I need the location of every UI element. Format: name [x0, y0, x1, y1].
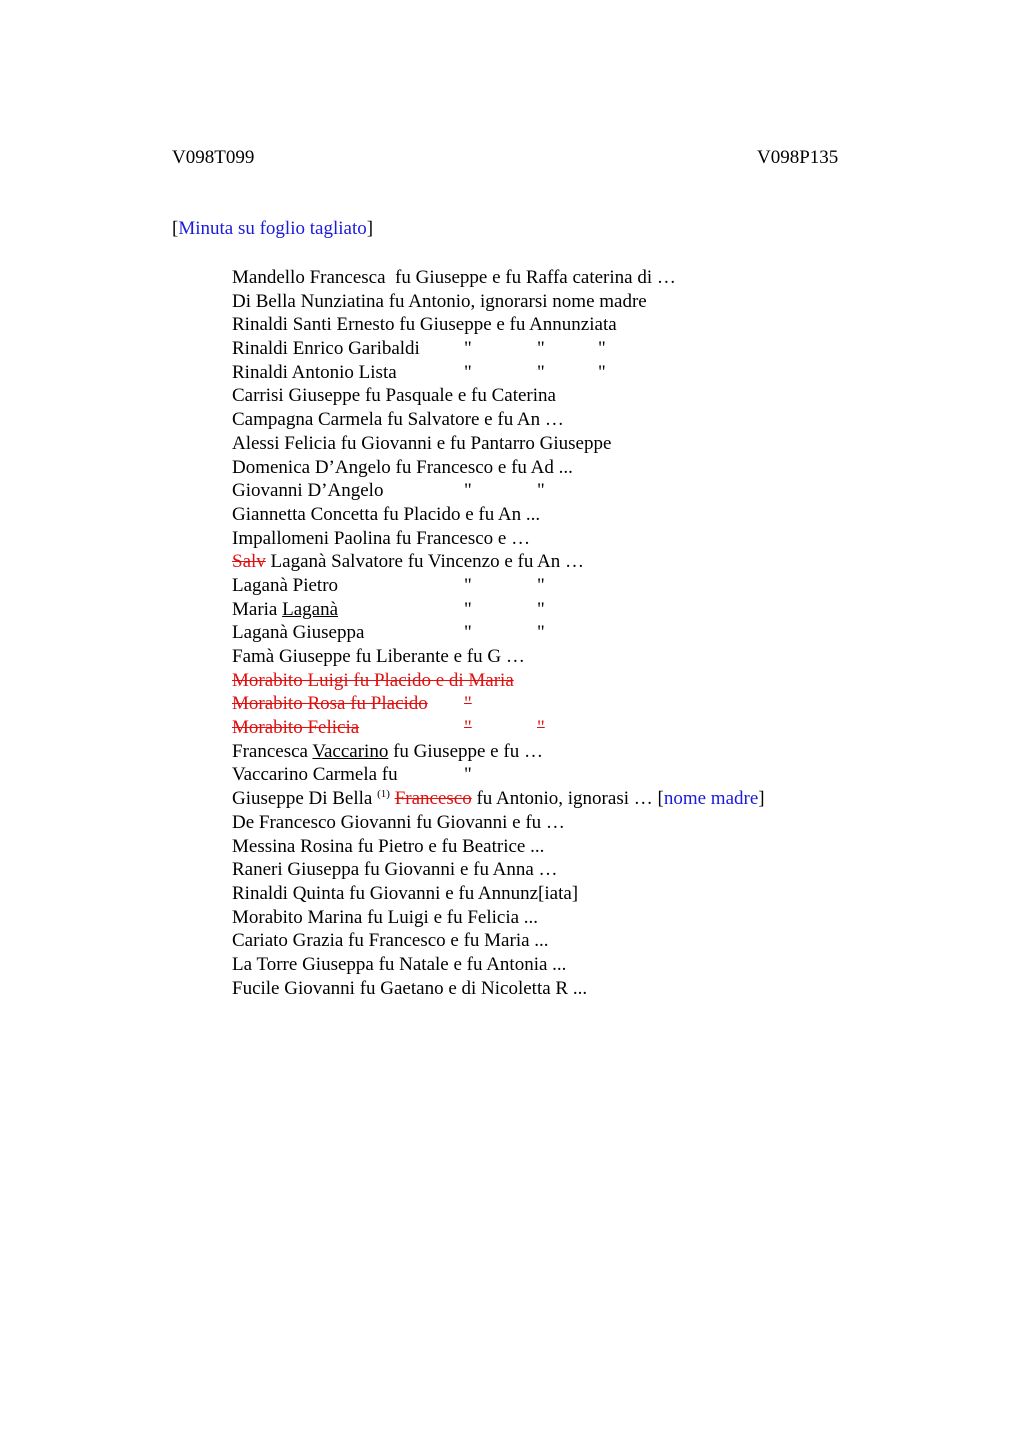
ditto-mark: " [464, 574, 472, 596]
list-item [232, 977, 765, 1001]
list-item [232, 669, 765, 693]
list-item [232, 953, 765, 977]
row-text: Laganà Salvatore fu Vincenzo e fu An … [265, 551, 585, 573]
ditto-mark: " [464, 622, 472, 644]
list-item [232, 456, 765, 480]
row-text: Carrisi Giuseppe fu Pasquale e fu Caterina [232, 385, 556, 407]
editorial-note [172, 218, 373, 240]
row-text: Giovanni D’Angelo [232, 480, 384, 502]
list-item [232, 527, 765, 551]
ditto-mark: " [537, 717, 545, 739]
ditto-mark: " [464, 764, 472, 786]
ditto-mark: " [537, 361, 545, 383]
ditto-mark: " [537, 338, 545, 360]
list-item [232, 692, 765, 716]
editorial-insert: nome madre [663, 788, 759, 810]
list-item [232, 858, 765, 882]
row-text: Giannetta Concetta fu Placido e fu An ... [232, 503, 541, 525]
row-text: Laganà Giuseppa [232, 622, 365, 644]
row-text: Raneri Giuseppa fu Giovanni e fu Anna … [232, 859, 558, 881]
list-item [232, 503, 765, 527]
ditto-mark: " [464, 717, 472, 739]
list-item [232, 266, 765, 290]
struck-spacer [369, 716, 545, 740]
row-text: Rinaldi Antonio Lista [232, 361, 397, 383]
row-text: Rinaldi Santi Ernesto fu Giuseppe e fu Annunziata [232, 314, 617, 336]
list-item [232, 882, 765, 906]
list-item [232, 479, 765, 503]
row-text: Domenica D’Angelo fu Francesco e fu Ad ... [232, 456, 573, 478]
ditto-mark: " [537, 574, 545, 596]
row-text: De Francesco Giovanni fu Giovanni e fu … [232, 811, 565, 833]
list-item [232, 763, 765, 787]
list-item [232, 337, 765, 361]
struck-text: Morabito Rosa fu Placido [232, 693, 428, 715]
struck-text: Morabito Luigi fu Placido e di Maria [232, 669, 514, 691]
row-text: Di Bella Nunziatina fu Antonio, ignorarsi nome madre [232, 290, 647, 312]
row-text: Rinaldi Enrico Garibaldi [232, 338, 420, 360]
list-item [232, 645, 765, 669]
list-item [232, 384, 765, 408]
row-text: Famà Giuseppe fu Liberante e fu G … [232, 646, 525, 667]
document-code-left: V098T099 [172, 147, 255, 168]
ditto-mark: " [464, 693, 472, 715]
ditto-mark: " [598, 338, 606, 360]
struck-spacer [444, 692, 466, 716]
list-item [232, 621, 765, 645]
row-text: fu Antonio, ignorasi … [ [471, 788, 664, 810]
ditto-mark: " [464, 338, 472, 360]
list-item [232, 574, 765, 598]
list-item [232, 835, 765, 859]
list-item [232, 361, 765, 385]
ditto-mark: " [598, 361, 606, 383]
row-text: Mandello Francesca fu Giuseppe e fu Raffa caterina di … [232, 267, 676, 288]
row-text: fu Giuseppe e fu … [388, 740, 543, 762]
ditto-mark: " [537, 598, 545, 620]
footnote-marker: (1) [377, 788, 390, 801]
list-item [232, 716, 765, 740]
list-item [232, 432, 765, 456]
row-text: Francesca [232, 740, 313, 762]
row-text: ] [758, 788, 765, 810]
ditto-mark: " [537, 622, 545, 644]
row-text: Messina Rosina fu Pietro e fu Beatrice ... [232, 835, 545, 857]
list-item [232, 598, 765, 622]
row-text: Fucile Giovanni fu Gaetano e di Nicoletta R ... [232, 977, 588, 999]
ditto-mark: " [537, 480, 545, 502]
row-text: Alessi Felicia fu Giovanni e fu Pantarro Giuseppe [232, 432, 612, 454]
row-text: Laganà Pietro [232, 574, 339, 596]
list-item [232, 811, 765, 835]
note-text: Minuta su foglio tagliato [178, 218, 367, 239]
row-text: Campagna Carmela fu Salvatore e fu An … [232, 409, 564, 431]
note-close-bracket: ] [366, 218, 374, 239]
list-item [232, 550, 765, 574]
struck-text: Francesco [394, 788, 472, 810]
struck-text: Morabito Felicia [232, 717, 360, 739]
row-text: Giuseppe Di Bella [232, 788, 378, 810]
row-text: Rinaldi Quinta fu Giovanni e fu Annunz[iata] [232, 882, 579, 904]
row-text: La Torre Giuseppa fu Natale e fu Antonia ... [232, 953, 567, 975]
list-item [232, 313, 765, 337]
ditto-mark: " [464, 598, 472, 620]
row-text: Morabito Marina fu Luigi e fu Felicia ... [232, 906, 539, 928]
underlined-text: Vaccarino [312, 740, 389, 762]
row-text: Impallomeni Paolina fu Francesco e … [232, 527, 531, 549]
list-item [232, 929, 765, 953]
underlined-text: Laganà [282, 598, 339, 620]
list-item [232, 408, 765, 432]
ditto-mark: " [464, 361, 472, 383]
row-text: Vaccarino Carmela fu [232, 764, 398, 786]
struck-text: Salv [232, 551, 266, 573]
list-item [232, 290, 765, 314]
row-text: Maria [232, 598, 283, 620]
list-item [232, 787, 765, 811]
row-text: Cariato Grazia fu Francesco e fu Maria ... [232, 930, 549, 952]
names-list [232, 266, 765, 1000]
list-item [232, 740, 765, 764]
note-open-bracket: [ [172, 218, 179, 239]
list-item [232, 906, 765, 930]
document-code-right: V098P135 [757, 147, 839, 168]
ditto-mark: " [464, 480, 472, 502]
